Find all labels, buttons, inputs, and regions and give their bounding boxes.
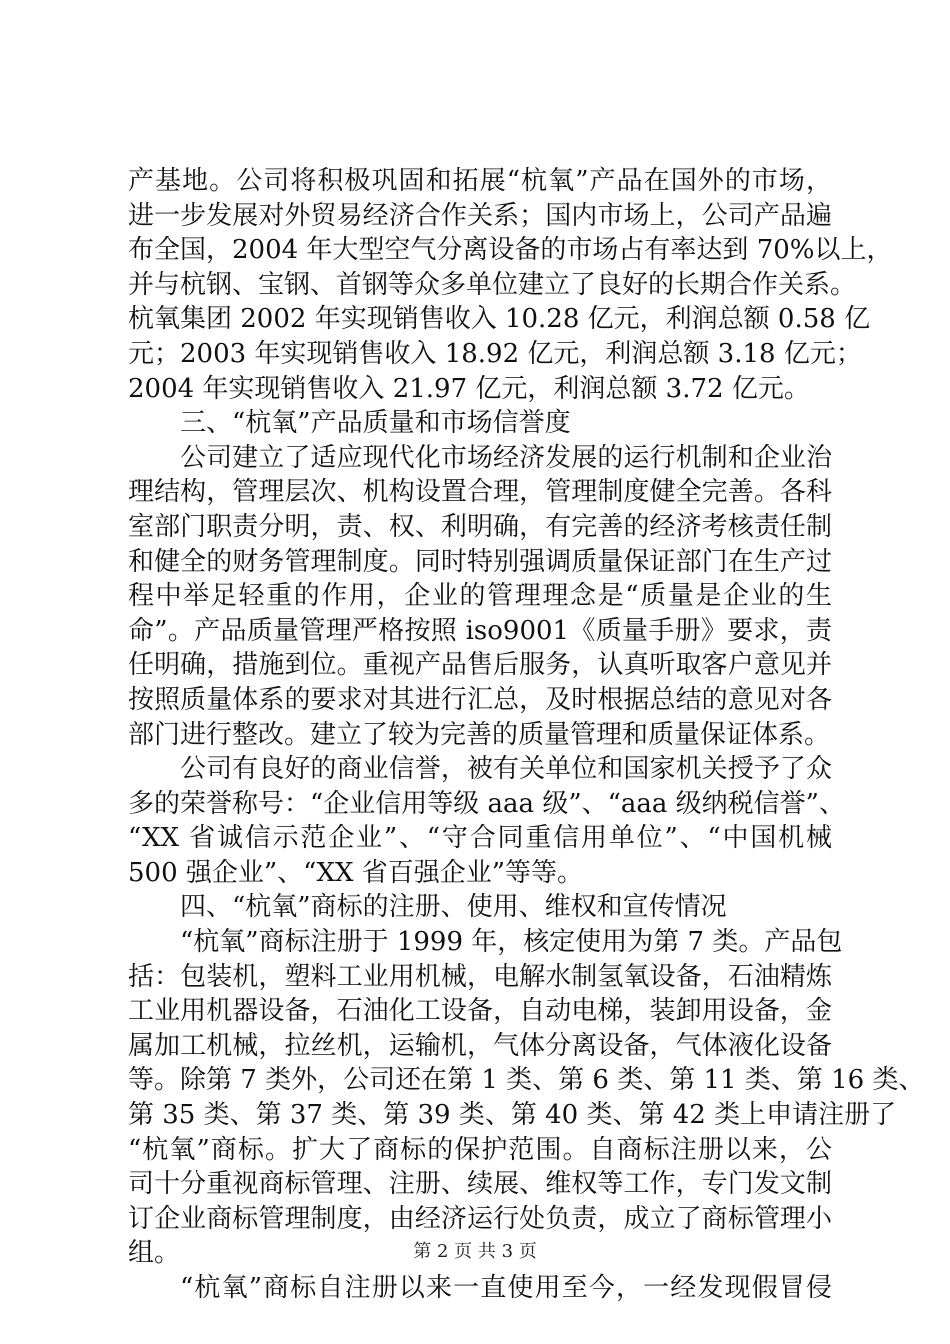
text-line: 500 强企业”、“XX 省百强企业”等等。	[128, 857, 584, 888]
text-line: 等。除第 7 类外，公司还在第 1 类、第 6 类、第 11 类、第 16 类、	[128, 1065, 925, 1096]
text-line: 属加工机械，拉丝机，运输机，气体分离设备，气体液化设备	[128, 1030, 832, 1061]
text-line: 元；2003 年实现销售收入 18.92 亿元，利润总额 3.18 亿元；	[128, 338, 862, 369]
text-line: 进一步发展对外贸易经济合作关系；国内市场上，公司产品遍	[128, 200, 832, 231]
text-line: 括：包装机，塑料工业用机械，电解水制氢氧设备，石油精炼	[128, 961, 832, 992]
text-line: 四、“杭氧”商标的注册、使用、维权和宣传情况	[180, 892, 727, 923]
text-line: 产基地。公司将积极巩固和拓展“杭氧”产品在国外的市场，	[128, 166, 832, 196]
text-line: 工业用机器设备，石油化工设备，自动电梯，装卸用设备，金	[128, 996, 832, 1027]
text-line: 公司建立了适应现代化市场经济发展的运行机制和企业治	[180, 442, 832, 473]
text-line: 和健全的财务管理制度。同时特别强调质量保证部门在生产过	[128, 546, 832, 577]
text-line: “杭氧”商标注册于 1999 年，核定使用为第 7 类。产品包	[180, 927, 843, 958]
text-line: 组。	[128, 1238, 181, 1269]
text-line: “杭氧”商标。扩大了商标的保护范围。自商标注册以来，公	[128, 1134, 832, 1165]
text-line: 部门进行整改。建立了较为完善的质量管理和质量保证体系。	[128, 719, 831, 750]
text-line: 并与杭钢、宝钢、首钢等众多单位建立了良好的长期合作关系。	[128, 269, 857, 300]
text-line: 杭氧集团 2002 年实现销售收入 10.28 亿元，利润总额 0.58 亿	[128, 304, 871, 335]
text-line: 多的荣誉称号：“企业信用等级 aaa 级”、“aaa 级纳税信誉”、	[128, 788, 845, 819]
text-line: 室部门职责分明，责、权、利明确，有完善的经济考核责任制	[128, 511, 832, 542]
text-line: 程中举足轻重的作用，企业的管理理念是“质量是企业的生	[128, 581, 832, 612]
text-line: 2004 年实现销售收入 21.97 亿元，利润总额 3.72 亿元。	[128, 373, 810, 404]
text-line: 订企业商标管理制度，由经济运行处负责，成立了商标管理小	[128, 1203, 832, 1234]
page-footer: 第 2 页 共 3 页	[413, 1241, 537, 1262]
document-body	[128, 164, 925, 1306]
text-line: 三、“杭氧”产品质量和市场信誉度	[180, 408, 571, 439]
text-line: 第 35 类、第 37 类、第 39 类、第 40 类、第 42 类上申请注册了	[128, 1100, 897, 1131]
text-line: 任明确，措施到位。重视产品售后服务，认真听取客户意见并	[128, 650, 832, 681]
text-line: 公司有良好的商业信誉，被有关单位和国家机关授予了众	[180, 754, 832, 785]
text-line: 理结构，管理层次、机构设置合理，管理制度健全完善。各科	[128, 477, 832, 508]
text-line: “杭氧”商标自注册以来一直使用至今，一经发现假冒侵	[180, 1273, 832, 1303]
text-line: “XX 省诚信示范企业”、“守合同重信用单位”、“中国机械	[128, 823, 832, 854]
text-line: 布全国，2004 年大型空气分离设备的市场占有率达到 70%以上，	[128, 235, 893, 266]
text-line: 按照质量体系的要求对其进行汇总，及时根据总结的意见对各	[128, 684, 832, 715]
text-line: 命”。产品质量管理严格按照 iso9001《质量手册》要求，责	[128, 615, 832, 646]
text-line: 司十分重视商标管理、注册、续展、维权等工作，专门发文制	[128, 1169, 832, 1200]
